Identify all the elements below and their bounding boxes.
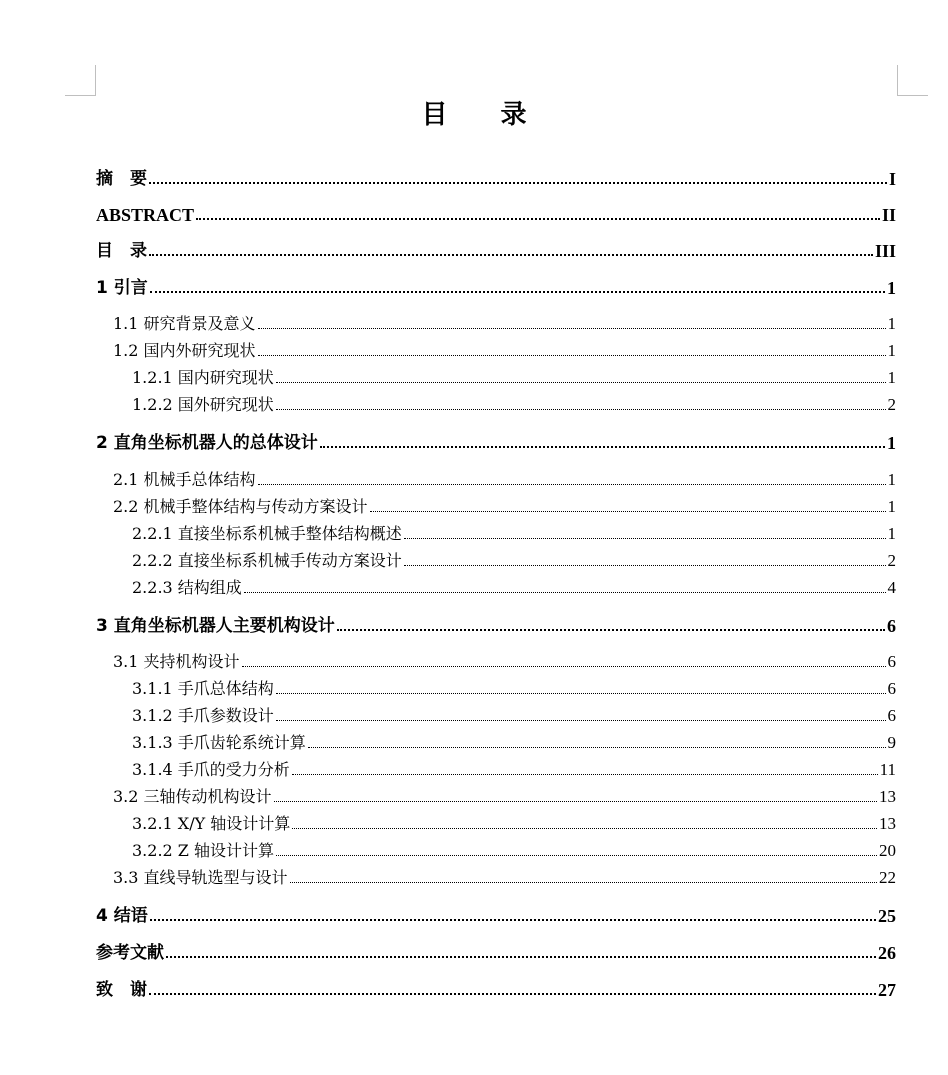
page-title: 目 录	[421, 100, 549, 130]
toc-page-number: 20	[879, 841, 896, 860]
toc-entry-2-2-3[interactable]	[132, 573, 896, 599]
toc-entry-1-2-2[interactable]	[132, 390, 896, 416]
toc-page-number: 1	[887, 524, 896, 543]
toc-leader	[276, 720, 886, 721]
toc-page-number: 1	[887, 497, 896, 516]
toc-page-number: 13	[879, 787, 896, 806]
toc-page-number: 6	[887, 679, 896, 698]
toc-entry-chapter-3[interactable]	[96, 611, 896, 637]
toc-entry-text: 1.1 研究背景及意义	[113, 314, 256, 333]
toc-entry-text: 3.2.1 X/Y 轴设计计算	[132, 814, 291, 833]
toc-entry-references[interactable]	[96, 938, 896, 964]
toc-leader	[149, 993, 876, 995]
toc-entry-chapter-4[interactable]	[96, 901, 896, 927]
toc-leader	[196, 218, 880, 220]
toc-entry-text: 1.2.2 国外研究现状	[132, 395, 274, 414]
toc-entry-3-1-2[interactable]	[132, 701, 896, 727]
toc-page-number: 11	[879, 760, 896, 779]
toc-entry-text: 1.2.1 国内研究现状	[132, 368, 274, 387]
toc-entry-3-1-3[interactable]	[132, 728, 896, 754]
toc-page-number: II	[881, 205, 896, 225]
toc-entry-3-1[interactable]	[113, 647, 896, 673]
toc-leader	[276, 382, 886, 383]
toc-entry-text: 3.2.2 Z 轴设计计算	[132, 841, 275, 860]
toc-entry-text: 3.1.1 手爪总体结构	[132, 679, 274, 698]
toc-entry-text: 1.2 国内外研究现状	[113, 341, 256, 360]
toc-page-number: 1	[887, 368, 896, 387]
toc-entry-text: 致 谢	[96, 980, 147, 1000]
toc-page-number: 6	[887, 616, 896, 636]
toc-entry-3-3[interactable]	[113, 863, 896, 889]
toc-leader	[404, 538, 886, 539]
toc-page-number: 6	[887, 652, 896, 671]
toc-leader	[337, 629, 885, 631]
toc-page-number: 2	[887, 551, 896, 570]
toc-entry-text: 3.1.2 手爪参数设计	[132, 706, 274, 725]
toc-leader	[292, 774, 878, 775]
toc-entry-2-2-1[interactable]	[132, 519, 896, 545]
toc-entry-2-1[interactable]	[113, 465, 896, 491]
toc-leader	[150, 919, 876, 921]
toc-entry-text: 3.2 三轴传动机构设计	[113, 787, 272, 806]
toc-entry-text: 目 录	[96, 241, 147, 261]
toc-entry-1-1[interactable]	[113, 309, 896, 335]
page-corner-mark-left	[65, 65, 96, 96]
toc-leader	[308, 747, 886, 748]
toc-leader	[149, 254, 873, 256]
toc-entry-text: 2.2 机械手整体结构与传动方案设计	[113, 497, 368, 516]
toc-page-number: I	[888, 169, 896, 189]
toc-entry-1-2[interactable]	[113, 336, 896, 362]
toc-entry-abstract-cn[interactable]	[96, 164, 896, 190]
toc-entry-3-2-1[interactable]	[132, 809, 896, 835]
toc-page-number: 1	[887, 278, 896, 298]
toc-leader	[276, 855, 877, 856]
toc-leader	[404, 565, 886, 566]
toc-page-number: 27	[878, 980, 896, 1000]
toc-leader	[258, 484, 886, 485]
toc-page-number: 13	[879, 814, 896, 833]
toc-entry-text: 2.2.3 结构组成	[132, 578, 242, 597]
toc-page-number: 1	[887, 314, 896, 333]
toc-entry-text: 1 引言	[96, 278, 148, 298]
toc-page-number: 25	[878, 906, 896, 926]
toc-page-number: 9	[887, 733, 896, 752]
toc-entry-text: 2.1 机械手总体结构	[113, 470, 256, 489]
toc-page-number: 1	[887, 470, 896, 489]
toc-entry-text: 2 直角坐标机器人的总体设计	[96, 433, 318, 453]
toc-leader	[292, 828, 877, 829]
toc-page-number: 26	[878, 943, 896, 963]
toc-entry-2-2-2[interactable]	[132, 546, 896, 572]
toc-page-number: 6	[887, 706, 896, 725]
toc-entry-contents[interactable]	[96, 236, 896, 262]
toc-leader	[274, 801, 877, 802]
toc-entry-text: 参考文献	[96, 943, 164, 963]
toc-page-number: 2	[887, 395, 896, 414]
toc-page-number: 1	[887, 433, 896, 453]
toc-page-number: 1	[887, 341, 896, 360]
toc-entry-chapter-1[interactable]	[96, 273, 896, 299]
toc-entry-3-1-4[interactable]	[132, 755, 896, 781]
toc-entry-text: 3.3 直线导轨选型与设计	[113, 868, 288, 887]
toc-entry-2-2[interactable]	[113, 492, 896, 518]
toc-entry-1-2-1[interactable]	[132, 363, 896, 389]
toc-leader	[258, 328, 886, 329]
toc-page-number: 22	[879, 868, 896, 887]
toc-entry-chapter-2[interactable]	[96, 428, 896, 454]
toc-entry-text: 3 直角坐标机器人主要机构设计	[96, 616, 335, 636]
toc-entry-3-2[interactable]	[113, 782, 896, 808]
toc-leader	[320, 446, 885, 448]
toc-entry-text: ABSTRACT	[96, 205, 195, 225]
toc-entry-text: 3.1.3 手爪齿轮系统计算	[132, 733, 306, 752]
toc-entry-text: 摘 要	[96, 169, 147, 189]
toc-leader	[370, 511, 886, 512]
toc-leader	[258, 355, 886, 356]
toc-entry-3-1-1[interactable]	[132, 674, 896, 700]
toc-entry-text: 2.2.2 直接坐标系机械手传动方案设计	[132, 551, 402, 570]
toc-leader	[150, 291, 885, 293]
toc-leader	[242, 666, 886, 667]
toc-leader	[149, 182, 887, 184]
toc-page-number: III	[874, 241, 896, 261]
toc-entry-3-2-2[interactable]	[132, 836, 896, 862]
toc-entry-text: 3.1 夹持机构设计	[113, 652, 240, 671]
toc-entry-acknowledgements[interactable]	[96, 975, 896, 1001]
toc-entry-abstract-en[interactable]	[96, 200, 896, 226]
toc-leader	[244, 592, 886, 593]
toc-leader	[276, 409, 886, 410]
toc-entry-text: 3.1.4 手爪的受力分析	[132, 760, 290, 779]
toc-entry-text: 4 结语	[96, 906, 148, 926]
toc-leader	[290, 882, 877, 883]
toc-entry-text: 2.2.1 直接坐标系机械手整体结构概述	[132, 524, 402, 543]
toc-leader	[166, 956, 876, 958]
toc-page-number: 4	[887, 578, 896, 597]
toc-leader	[276, 693, 886, 694]
page-corner-mark-right	[897, 65, 928, 96]
